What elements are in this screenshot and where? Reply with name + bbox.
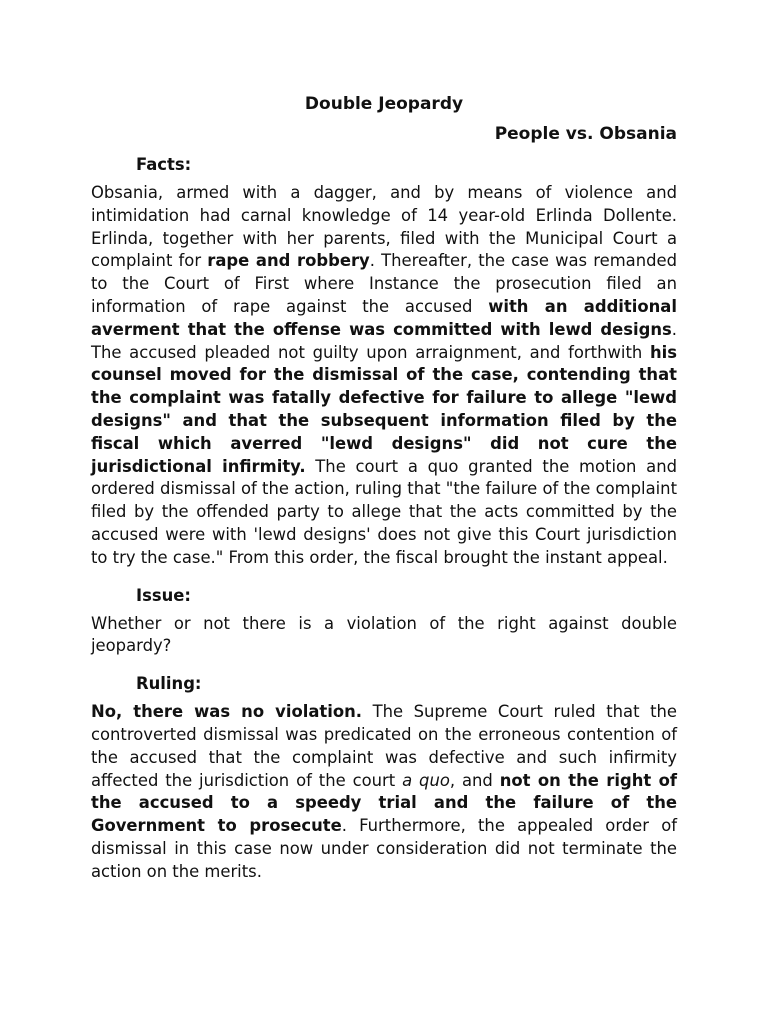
facts-run: The court a quo granted the motion and ordered dismissal of the action, ruling that "the failure of the complaint filed by the offended party to allege that the acts committed by the accused were with 'lewd designs' does not give this Court jurisdiction to try the case." From this order, the fiscal brought the instant appeal. (91, 456, 677, 567)
facts-heading: Facts: (136, 155, 192, 174)
issue-heading: Issue: (136, 585, 191, 605)
facts-run: Obsania, armed with a dagger, and by means of violence and intimidation had carnal knowledge of 14 year-old Erlinda Dollente. Erlinda, together with her parents, filed with the Municipal Court a complaint for (91, 183, 677, 271)
ruling-run-italic: a quo (402, 770, 450, 790)
ruling-paragraph (91, 701, 677, 883)
issue-paragraph: Whether or not there is a violation of the right against double jeopardy? (91, 613, 677, 656)
case-name: People vs. Obsania (494, 124, 677, 144)
facts-run-bold: rape and robbery (207, 251, 370, 271)
ruling-run-bold: No, there was no violation. (91, 702, 363, 722)
facts-paragraph (91, 182, 677, 570)
ruling-run-bold: not on the right of the accused to a speedy trial and the failure of the Government to prosecute (91, 770, 677, 836)
facts-run-bold: with an additional averment that the offense was committed with lewd designs (91, 296, 677, 339)
ruling-run: The Supreme Court ruled that the controverted dismissal was predicated on the erroneous contention of the accused that the complaint was defective and such infirmity affected the jurisdiction of the court (91, 702, 677, 790)
ruling-heading: Ruling: (136, 674, 202, 694)
facts-run: . The accused pleaded not guilty upon arraignment, and forthwith (91, 319, 677, 362)
document-page (91, 91, 677, 895)
ruling-run: , and (449, 770, 500, 790)
facts-run: . Thereafter, the case was remanded to the Court of First where Instance the prosecution filed an information of rape against the accused (91, 251, 677, 316)
document-title: Double Jeopardy (304, 94, 464, 114)
facts-run-bold: his counsel moved for the dismissal of the case, contending that the complaint was fatally defective for failure to allege "lewd designs" and that the subsequent information filed by the fiscal which averred "lewd designs" did not cure the jurisdictional infirmity. (91, 342, 677, 476)
ruling-run: . Furthermore, the appealed order of dismissal in this case now under consideration did not terminate the action on the merits. (91, 816, 677, 881)
